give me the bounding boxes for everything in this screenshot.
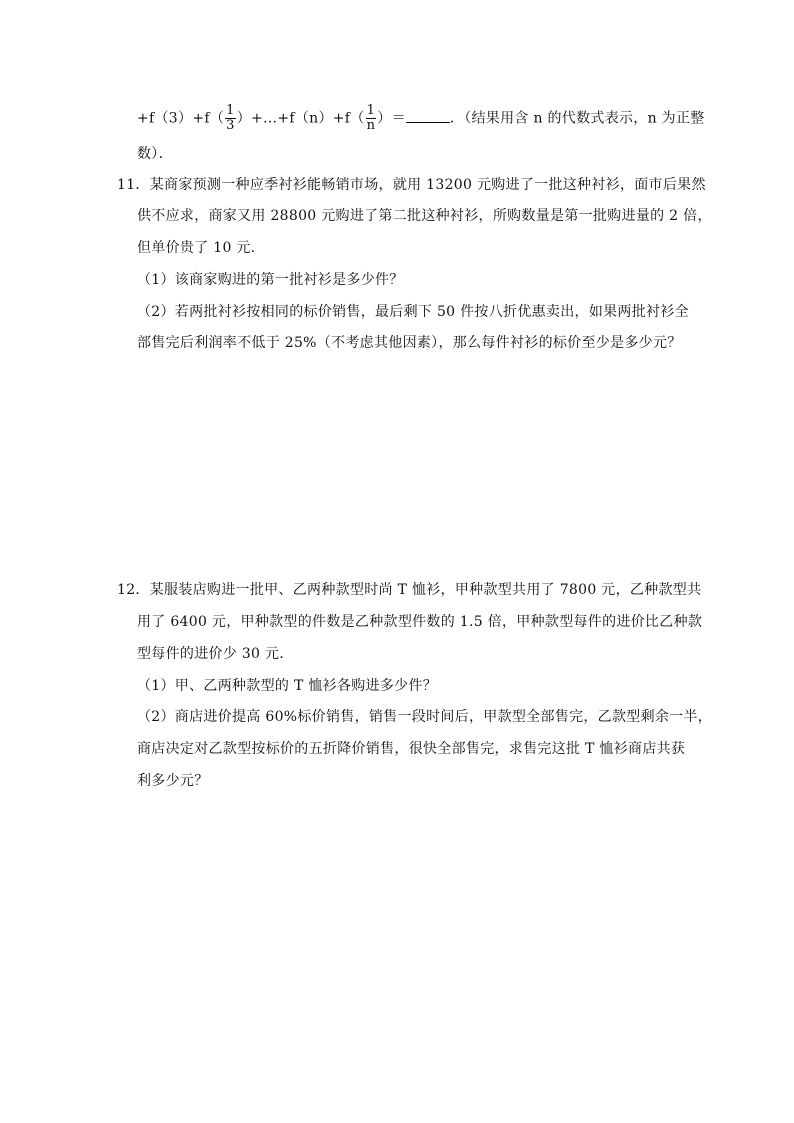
fraction-one-third: $\frac{1}{3}$ [226, 103, 235, 133]
q11-text-line1: 某商家预测一种应季衬衫能畅销市场，就用 13200 元购进了一批这种衬衫，面市后果然 [149, 177, 706, 193]
prev-question-formula-line [137, 104, 705, 133]
formula-part-tail: ）＝ [377, 110, 406, 127]
q12-line3: 型每件的进价少 30 元． [137, 646, 294, 662]
fraction-one-over-n: $\frac{1}{n}$ [366, 103, 376, 133]
formula-part-f3: +f（3）+f（ [137, 110, 225, 127]
q12-line1 [117, 580, 701, 600]
q12-number: 12． [117, 582, 150, 598]
q12-sub2-line1: （2）商店进价提高 60%标价销售，销售一段时间后，甲款型全部售完，乙款型剩余一半， [137, 709, 713, 725]
q11-sub1: （1）该商家购进的第一批衬衫是多少件？ [137, 272, 404, 288]
q12-line2: 用了 6400 元，甲种款型的件数是乙种款型件数的 1.5 倍，甲种款型每件的进价比乙种款 [137, 614, 703, 630]
q12-sub2-line2: 商店决定对乙款型按标价的五折降价销售，很快全部售完，求售完这批 T 恤衫商店共获 [137, 741, 686, 757]
q11-number: 11． [117, 177, 150, 193]
q12-sub1: （1）甲、乙两种款型的 T 恤衫各购进多少件？ [137, 678, 438, 694]
q11-line1 [117, 175, 706, 195]
formula-instruction: ．（结果用含 n 的代数式表示，n 为正整 [449, 110, 705, 127]
q11-line3: 但单价贵了 10 元． [137, 240, 266, 256]
q12-text-line1: 某服装店购进一批甲、乙两种款型时尚 T 恤衫，甲种款型共用了 7800 元，乙种款型共 [149, 582, 702, 598]
q11-line2: 供不应求，商家又用 28800 元购进了第二批这种衬衫，所购数量是第一批购进量的 2 倍， [137, 208, 712, 224]
q11-sub2-line1: （2）若两批衬衫按相同的标价销售，最后剩下 50 件按八折优惠卖出，如果两批衬衫全 [137, 304, 689, 320]
answer-blank[interactable] [406, 108, 450, 123]
q12-sub2-line3: 利多少元？ [137, 773, 209, 789]
formula-part-mid: ）+…+f（n）+f（ [236, 110, 365, 127]
q11-sub2-line2: 部售完后利润率不低于 25%（不考虑其他因素），那么每件衬衫的标价至少是多少元？ [137, 335, 682, 351]
prev-question-line2: 数）． [137, 146, 173, 162]
